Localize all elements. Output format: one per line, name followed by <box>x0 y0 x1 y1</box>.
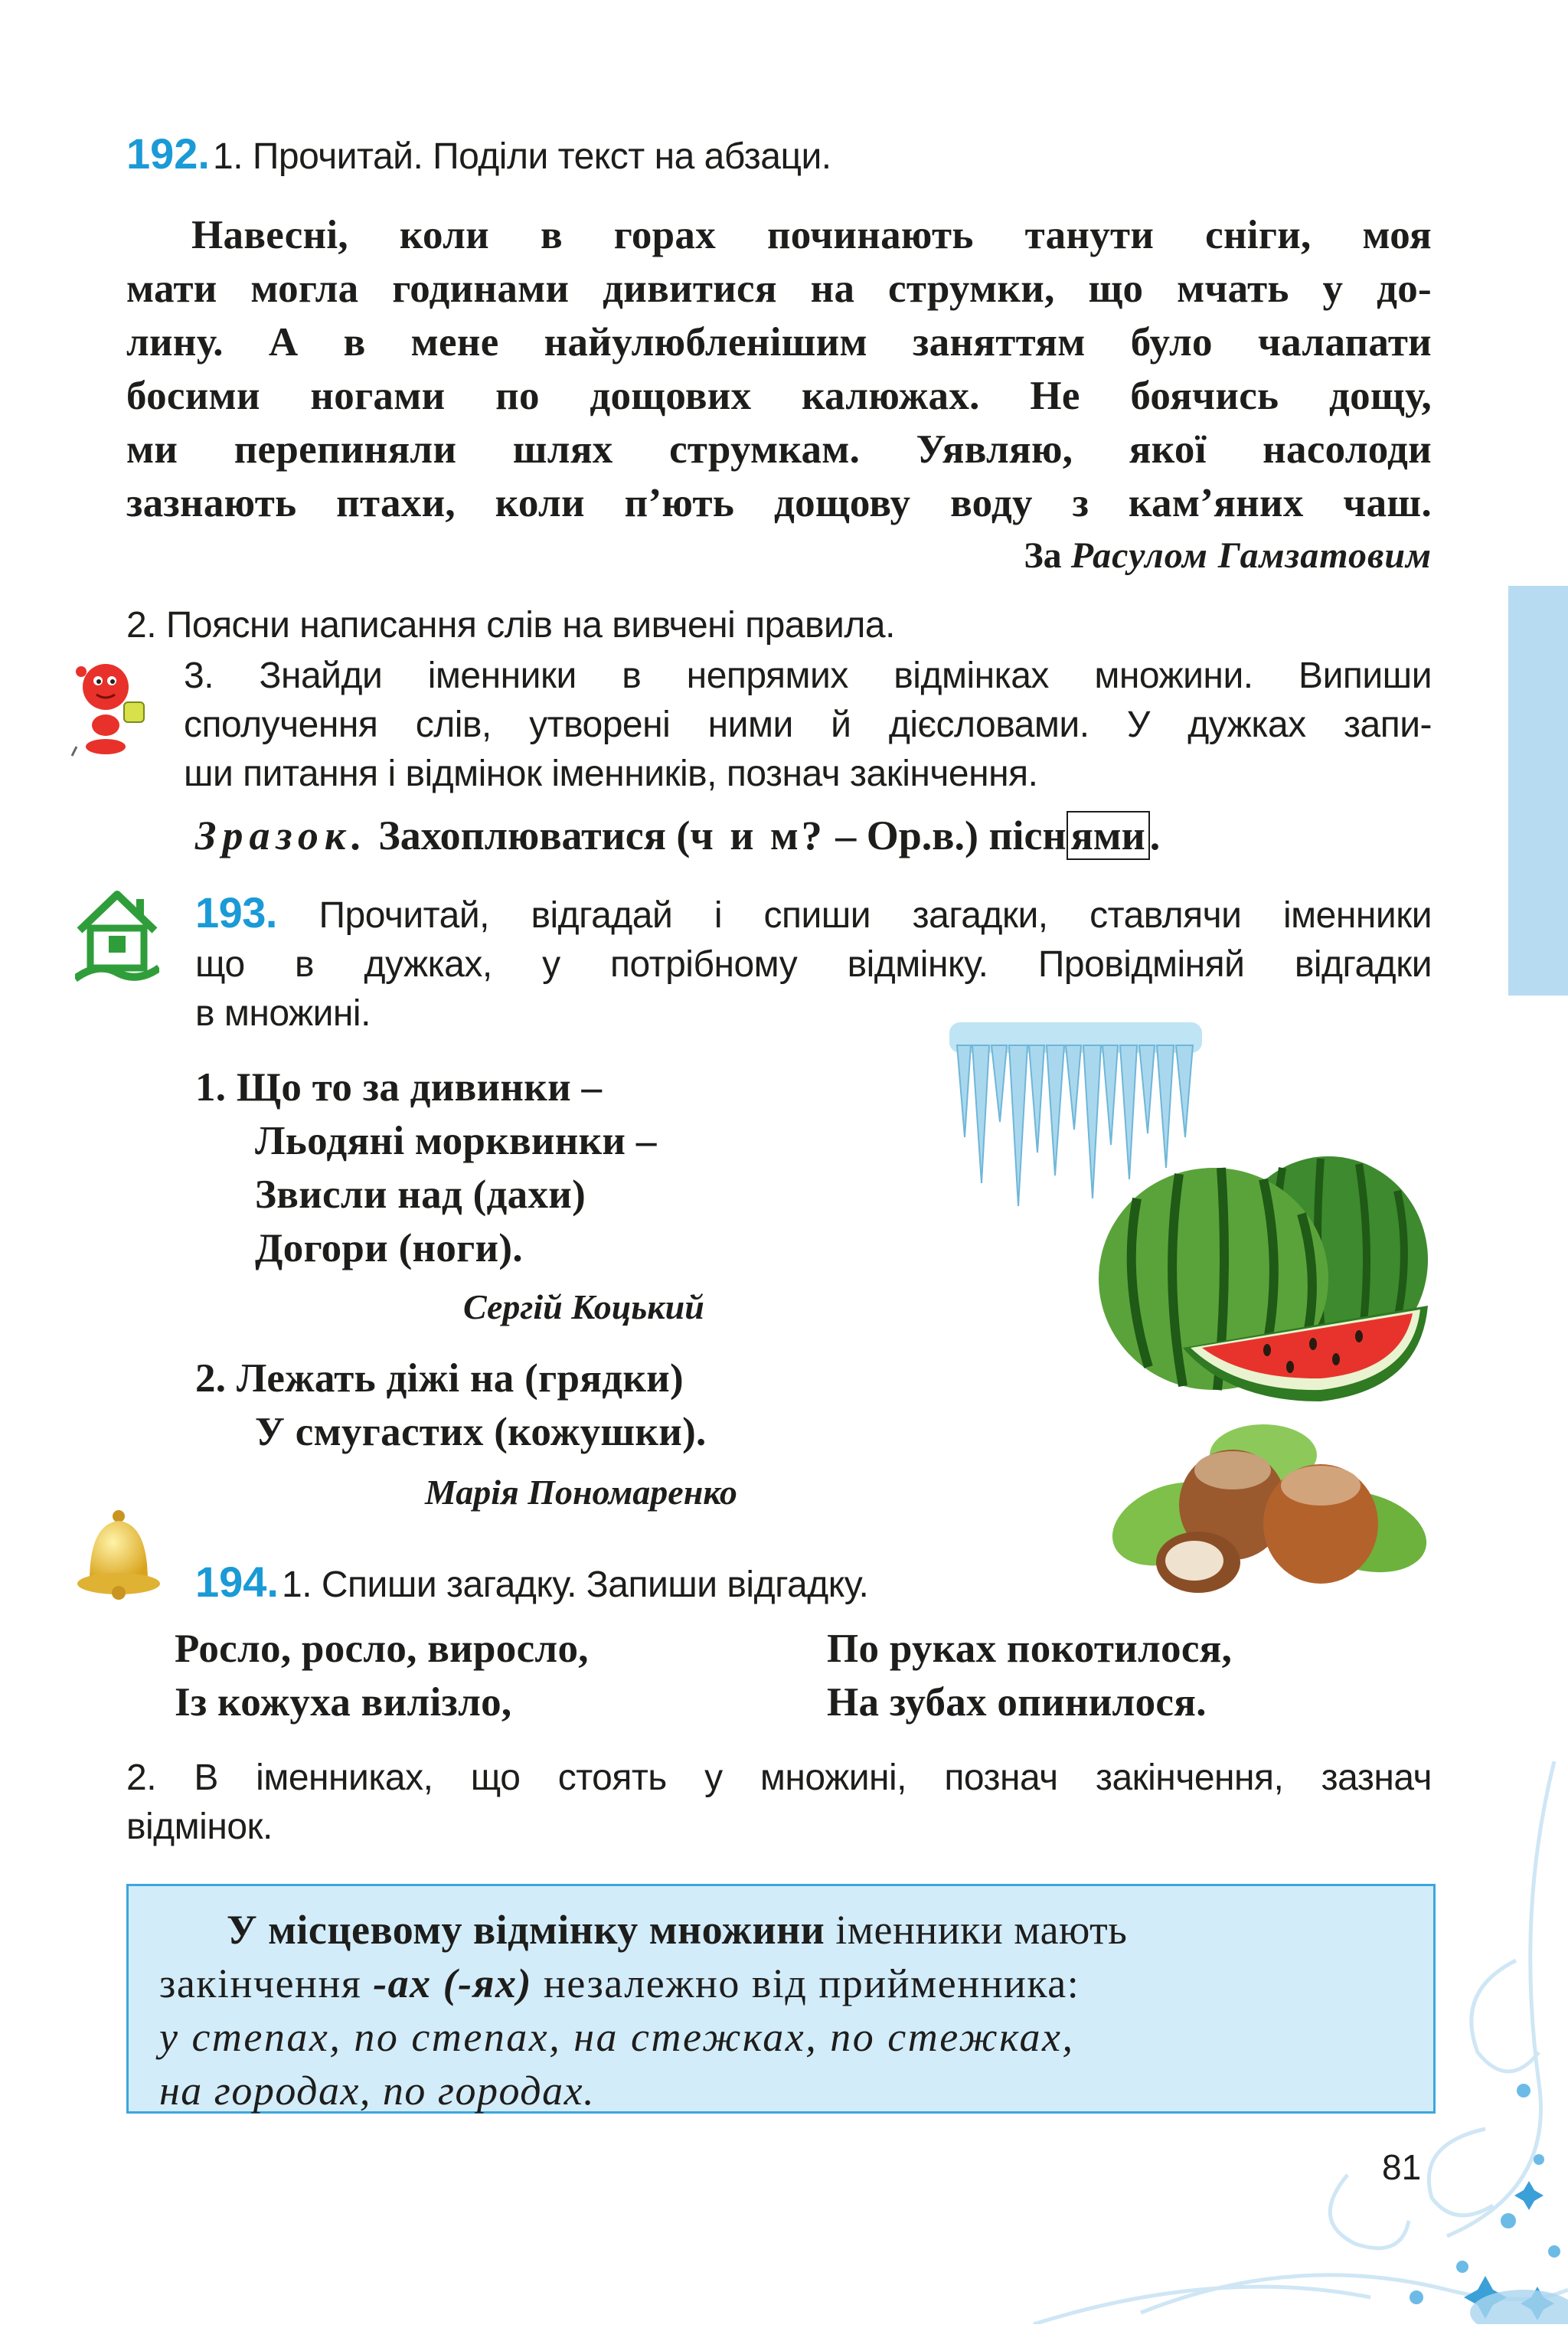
source-author: Расулом Гамзатовим <box>1070 535 1432 576</box>
riddle-line: У смугастих (кожушки). <box>255 1410 707 1454</box>
rule-text: іменники мають <box>825 1907 1128 1953</box>
rule-ending: -ах (-ях) <box>373 1960 532 2006</box>
sample-ending: ями <box>1067 811 1150 860</box>
exercise-192-task2: 2. Поясни написання слів на вивчені правила. <box>126 605 895 646</box>
riddle-line: По руках покотилося, <box>827 1627 1233 1671</box>
exercise-task: 1. Спиши загадку. Запиши відгадку. <box>282 1565 869 1605</box>
exercise-192-header <box>126 129 831 181</box>
riddle-line: На зубах опинилося. <box>827 1680 1207 1725</box>
exercise-number: 193. <box>195 888 277 937</box>
text-source <box>1024 535 1432 577</box>
side-tab-marker <box>1508 586 1568 996</box>
sample-case: – Ор.в.) пісн <box>825 813 1067 858</box>
riddle-line: 1. Що то за дивинки – <box>195 1065 603 1110</box>
exercise-192-task3 <box>184 652 1432 799</box>
riddle-194-left <box>175 1622 589 1729</box>
text-line: ми перепиняли шлях струмкам. Уявляю, якої насолоди <box>126 427 1432 472</box>
task-line: 3. Знайди іменники в непрямих відмінках множини. Випиши <box>184 656 1432 696</box>
text-line: босими ногами по дощових калюжах. Не боячись дощу, <box>126 374 1432 418</box>
task-line: Прочитай, відгадай і спиши загадки, ставлячи іменники <box>318 895 1432 936</box>
source-prefix: За <box>1024 535 1071 576</box>
rule-text: У <box>227 1907 269 1953</box>
exercise-task: 1. Прочитай. Поділи текст на абзаци. <box>213 136 831 177</box>
riddle-2-author: Марія Пономаренко <box>425 1473 737 1512</box>
sample-question: ч и м? <box>690 813 825 858</box>
riddle-line: 2. Лежать діжі на (грядки) <box>195 1356 684 1401</box>
exercise-number: 194. <box>195 1558 279 1606</box>
riddle-line: Із кожуха вилізло, <box>175 1680 512 1725</box>
exercise-194-header <box>195 1557 868 1610</box>
sample-text: Захоплюватися ( <box>368 813 691 858</box>
exercise-number: 192. <box>126 129 210 178</box>
rule-text: закінчення <box>159 1960 374 2006</box>
rule-term: місцевому відмінку множини <box>268 1907 825 1953</box>
task-line: що в дужках, у потрібному відмінку. Провідміняй відгадки <box>195 944 1432 985</box>
riddle-line: Догори (ноги). <box>255 1226 523 1270</box>
sample-end: . <box>1149 813 1161 858</box>
home-task-icon <box>75 888 159 984</box>
helper-character-icon <box>69 655 153 762</box>
task-line: ши питання і відмінок іменників, познач закінчення. <box>184 754 1038 794</box>
decorative-swirl <box>988 1761 1568 2324</box>
page-number: 81 <box>1382 2147 1422 2187</box>
sample-line <box>195 812 1160 859</box>
riddle-2 <box>195 1352 707 1459</box>
riddle-194-right <box>827 1622 1232 1729</box>
task-line: сполучення слів, утворені ними й дієсловами. У дужках запи- <box>184 705 1432 745</box>
riddle-1-author: Сергій Коцький <box>463 1287 704 1326</box>
text-line: Навесні, коли в горах починають танути сніги, моя <box>191 213 1432 257</box>
riddle-line: Росло, росло, виросло, <box>175 1627 589 1671</box>
task-line: в множині. <box>195 993 371 1034</box>
rule-example: на городах, по городах. <box>159 2068 596 2114</box>
hazelnut-image <box>1110 1409 1432 1600</box>
rule-text: незалежно від прийменника: <box>531 1960 1080 2006</box>
watermelon-image <box>1091 1145 1432 1405</box>
task-line: відмінок. <box>126 1806 273 1847</box>
exercise-193-task <box>195 888 1432 1038</box>
text-line: мати могла годинами дивитися на струмки, що мчать у до- <box>126 266 1432 311</box>
exercise-192-text <box>126 208 1432 530</box>
riddle-line: Льодяні морквинки – <box>255 1119 657 1163</box>
text-line: лину. А в мене найулюбленішим заняттям було чалапати <box>126 320 1432 365</box>
sample-label: Зразок. <box>195 813 368 858</box>
riddle-line: Звисли над (дахи) <box>255 1172 586 1217</box>
text-line: зазнають птахи, коли п’ють дощову воду з кам’яних чаш. <box>126 481 1432 525</box>
task-line: 2. В іменниках, що стоять у множині, познач закінчення, зазнач <box>126 1757 1432 1798</box>
bell-icon <box>73 1509 165 1604</box>
riddle-1 <box>195 1061 657 1275</box>
rule-example: у степах, по степах, на стежках, по стежках, <box>159 2014 1075 2060</box>
